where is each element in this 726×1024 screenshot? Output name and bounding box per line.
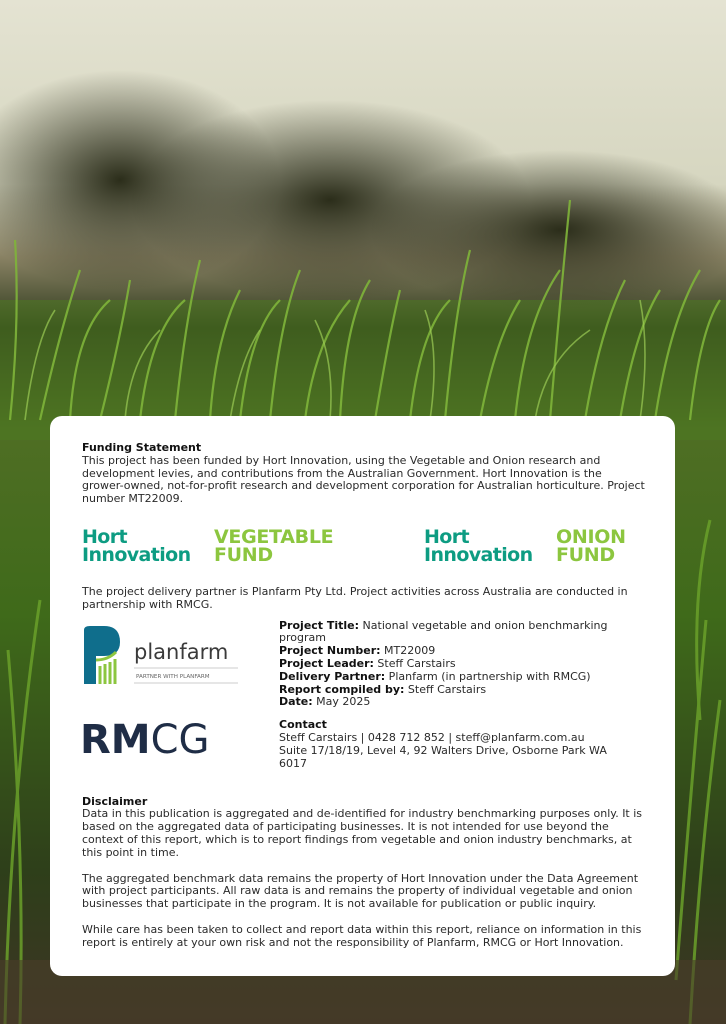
disclaimer-paragraph-1: Data in this publication is aggregated and de-identified for industry benchmarking purposes only. It is based on the aggregated data of participating businesses. It is not intended for use beyond the context of this report, which is to report findings from vegetable and onion industry benchmarks, at this point in time.: [82, 807, 643, 859]
project-number: Project Number: MT22009: [279, 644, 436, 658]
funder-logos: [82, 520, 647, 580]
project-section: [82, 620, 647, 780]
onion-fund-logo: ONION FUND: [556, 525, 626, 566]
contact-block: [279, 719, 619, 770]
planfarm-name: planfarm: [134, 639, 229, 664]
funding-text: This project has been funded by Hort Innovation, using the Vegetable and Onion research and development levies, and contributions from the Australian Government. Hort Innovation is the grower-owned, not-for-profit research and development corporation for Australian horticulture. Project number MT22009.: [82, 453, 645, 506]
report-date: Date: May 2025: [279, 695, 371, 709]
planfarm-tagline: PARTNER WITH PLANFARM: [136, 673, 210, 680]
info-card: [50, 416, 675, 976]
vegetable-fund-logo: VEGETABLE FUND: [214, 525, 334, 566]
disclaimer-heading: Disclaimer: [82, 794, 148, 808]
contact-address: Suite 17/18/19, Level 4, 92 Walters Drive, Osborne Park WA 6017: [279, 743, 607, 770]
planfarm-logo: [82, 626, 242, 688]
report-compiled-by: Report compiled by: Steff Carstairs: [279, 682, 487, 696]
contact-line-1: Steff Carstairs | 0428 712 852 | steff@planfarm.com.au: [279, 730, 585, 744]
funding-heading: Funding Statement: [82, 441, 202, 454]
disclaimer-paragraph-3: While care has been taken to collect and report data within this report, reliance on information in this report is entirely at your own risk and not the responsibility of Planfarm, RMCG or Hort Innovation.: [82, 922, 642, 949]
hort-innovation-logo-vegetable: Hort Innovation: [82, 525, 191, 566]
hort-innovation-logo-onion: Hort Innovation: [424, 525, 533, 566]
delivery-partner: Delivery Partner: Planfarm (in partnership with RMCG): [279, 669, 591, 683]
rmcg-logo: RMCG: [80, 716, 210, 763]
project-details: [279, 620, 619, 771]
disclaimer-paragraph-2: The aggregated benchmark data remains the property of Hort Innovation under the Data Agreement with project participants. All raw data is and remains the property of individual vegetable and onion businesses that participate in the program. It is not available for publication or public inquiry.: [82, 871, 639, 911]
project-leader: Project Leader: Steff Carstairs: [279, 656, 456, 670]
delivery-partner-text: The project delivery partner is Planfarm Pty Ltd. Project activities across Australia are conducted in partnership with RMCG.: [82, 584, 628, 611]
project-title: Project Title: National vegetable and onion benchmarking program: [279, 618, 608, 645]
disclaimer-section: [82, 796, 647, 950]
contact-heading: Contact: [279, 718, 327, 732]
